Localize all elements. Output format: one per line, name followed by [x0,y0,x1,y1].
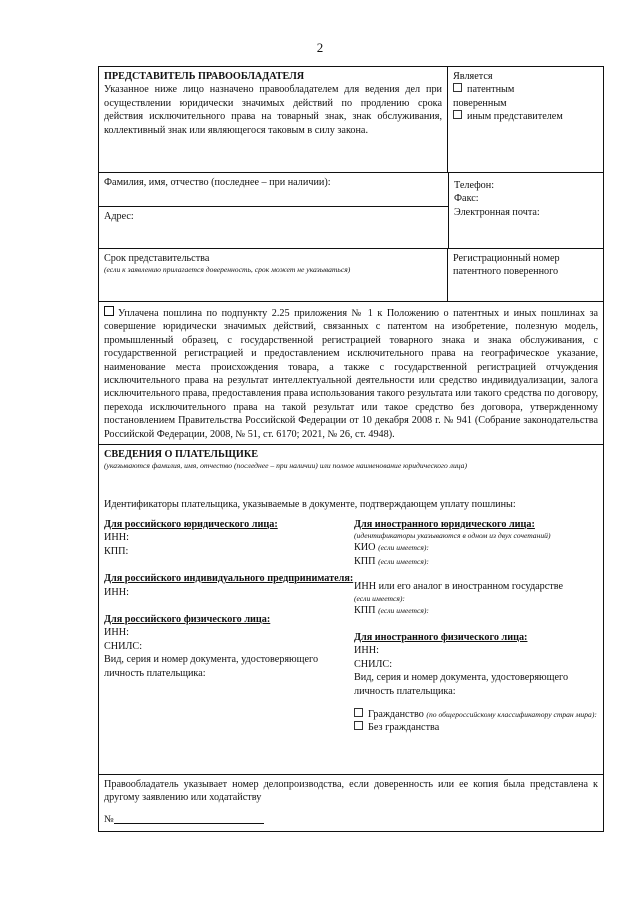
case-number-info [99,775,603,831]
patent-attorney-label-2: поверенным [453,97,507,109]
ru-legal-heading: Для российского юридического лица: [104,518,278,530]
foreign-kpp2[interactable] [354,604,598,617]
foreign-inn-analog-note: (если имеется): [354,593,405,603]
ru-person-snils[interactable]: СНИЛС: [104,640,143,652]
russian-payers [104,518,354,735]
ru-legal-inn[interactable]: ИНН: [104,532,129,544]
name-address [99,173,449,248]
other-representative-label: иным представителем [467,111,563,123]
payer-note: (указываются фамилия, имя, отчество (последнее – при наличии) или полное наименование юридического лица) [104,461,467,471]
address-label: Адрес: [104,211,134,222]
representative-heading: ПРЕДСТАВИТЕЛЬ ПРАВООБЛАДАТЕЛЯ [104,71,305,82]
patent-attorney-checkbox[interactable] [453,83,462,92]
foreign-kio-label: КИО [354,542,376,554]
stateless-checkbox[interactable] [354,721,363,730]
foreign-person-doc[interactable]: Вид, серия и номер документа, удостоверяющего личность плательщика: [354,672,569,697]
ru-legal-kpp[interactable]: КПП: [104,545,129,557]
foreign-person-inn[interactable]: ИНН: [354,645,379,657]
citizenship-checkbox[interactable] [354,708,363,717]
representative-info [99,67,448,172]
foreign-person-heading: Для иностранного физического лица: [354,631,528,643]
foreign-person-snils[interactable]: СНИЛС: [354,658,393,670]
payer-section [99,445,603,775]
foreign-kpp2-label: КПП [354,604,376,616]
ru-person-heading: Для российского физического лица: [104,613,271,625]
phone-label: Телефон: [454,180,495,191]
foreign-kio[interactable] [354,541,598,554]
email-label: Электронная почта: [454,206,540,218]
payer-columns [104,518,598,735]
fio-field[interactable] [99,173,448,207]
number-label: № [104,813,114,825]
foreign-kpp-note: (если имеется): [378,556,429,566]
representative-text: Указанное ниже лицо назначено правообладателем для ведения дел при осуществлении юридически значимых действий по продлению срока действия исключительного права на товарный знак, знак обслуживания, коллективный знак или являющегося таковым в силу закона. [104,84,442,136]
contact-section [99,173,603,249]
fee-paid-checkbox[interactable] [104,306,114,316]
patent-attorney-label-1: патентным [467,84,515,96]
stateless-label: Без гражданства [368,722,440,734]
case-number-section [99,775,603,831]
stateless-option [354,721,598,734]
fax-label: Факс: [454,193,479,205]
citizenship-option [354,708,598,721]
fee-paragraph [99,302,603,444]
term-label: Срок представительства [104,253,210,264]
ru-ip-heading: Для российского индивидуального предпринимателя: [104,573,354,585]
foreign-legal-note: (идентификаторы указываются в одном из двух сочетаний) [354,531,551,541]
representative-type [448,67,603,172]
address-field[interactable] [99,207,448,248]
foreign-legal-heading: Для иностранного юридического лица: [354,518,535,530]
foreign-payers [354,518,598,735]
foreign-kpp-label: КПП [354,555,376,567]
reg-number-label: Регистрационный номер патентного поверенного [453,253,560,278]
foreign-kpp[interactable] [354,555,598,568]
fio-label: Фамилия, имя, отчество (последнее – при наличии): [104,177,331,188]
term-field[interactable] [99,249,448,301]
is-label: Является [453,71,493,82]
page-number: 2 [316,40,324,55]
other-representative-checkbox[interactable] [453,110,462,119]
fee-section [99,302,603,445]
term-note: (если к заявлению прилагается доверенность, срок может не указываться) [104,265,351,275]
ru-person-doc[interactable]: Вид, серия и номер документа, удостоверяющего личность плательщика: [104,654,319,679]
case-number-field[interactable] [114,813,264,824]
foreign-kio-note: (если имеется): [378,543,429,553]
application-form [98,66,604,832]
foreign-inn-analog[interactable]: ИНН или его аналог в иностранном государстве [354,581,564,593]
reg-number-field[interactable] [448,249,603,301]
payer-name-field[interactable] [104,471,598,498]
payer-info [99,445,603,774]
representative-section [99,67,603,173]
citizenship-note: (по общероссийскому классификатору стран мира): [426,709,597,719]
term-section [99,249,603,302]
ru-person-inn[interactable]: ИНН: [104,627,129,639]
payer-heading: СВЕДЕНИЯ О ПЛАТЕЛЬЩИКЕ [104,449,259,461]
fee-text: Уплачена пошлина по подпункту 2.25 приложения № 1 к Положению о патентных и иных пошлинах за совершение юридически значимых действий, связанных с патентом на изобретение, полезную модель, промышленный образец, с государственной регистрацией товарного знака и знака обслуживания, с государственной регистрацией и предоставлением исключительного права на географическое указание, наименование места происхождения товара, а также с государственной регистрацией отчуждения исключительного права на результат интеллектуальной деятельности или средство индивидуализации, залога исключительного права, предоставления права использования такого результата или такого средства по договору, перехода исключительного права на такой результат или такое средство без договора, утвержденному постановлением Правительства Российской Федерации от 10 декабря 2008 г. № 941 (Собрание законодательства Российской Федерации, 2008, № 51, ст. 6170; 2021, № 26, ст. 4948). [104,308,598,440]
foreign-kpp2-note: (если имеется): [378,605,429,615]
payer-identifiers-text: Идентификаторы плательщика, указываемые в документе, подтверждающем уплату пошлины: [104,499,516,511]
footer-text: Правообладатель указывает номер делопроизводства, если доверенность или ее копия была представлена к другому заявлению или ходатайству [104,779,598,804]
contacts [449,173,603,248]
citizenship-label: Гражданство [368,708,424,720]
ru-ip-inn[interactable]: ИНН: [104,586,129,598]
